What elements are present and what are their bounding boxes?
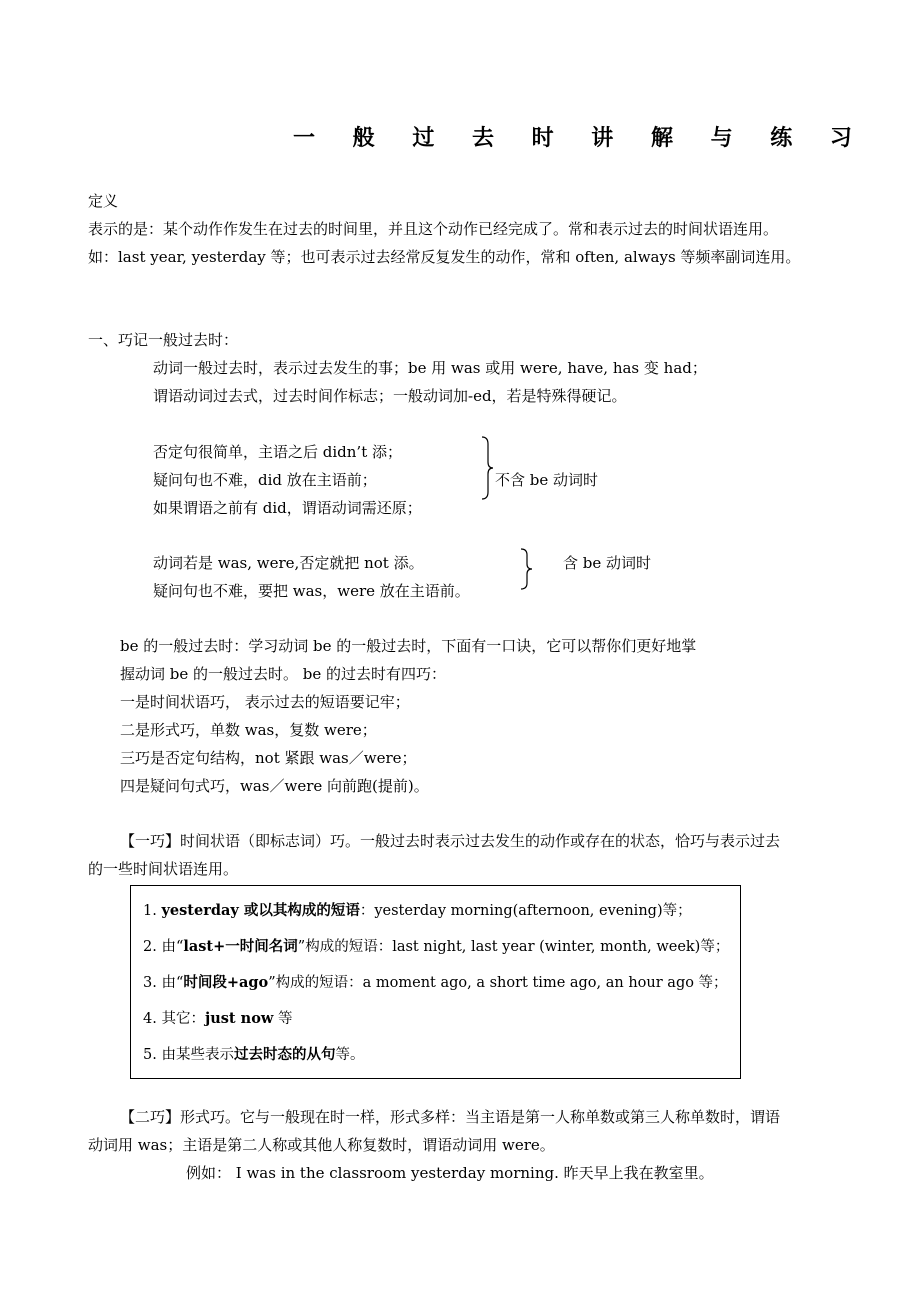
be-tip-3: 三巧是否定句结构，not 紧跟 was／were； [120,749,417,767]
negative-rule: 否定句很简单，主语之后 didn’t 添； [153,443,402,461]
brace-2-label: 含 be 动词时 [563,554,652,572]
rhyme-line-1: 动词一般过去时，表示过去发生的事；be 用 was 或用 were, have, has 变 had； [153,359,707,377]
be-negative-rule: 动词若是 was, were,否定就把 not 添。 [153,554,424,572]
brace-1-label: 不含 be 动词时 [495,471,599,489]
page-title: 一 般 过 去 时 讲 解 与 练 习 [293,125,867,151]
box-item-3: 3. 由“时间段+ago”构成的短语：a moment ago, a short time ago, an hour ago 等； [143,974,728,991]
box-item-2: 2. 由“last+一时间名词”构成的短语：last night, last year (winter, month, week)等； [143,938,730,955]
be-question-rule: 疑问句也不难，要把 was，were 放在主语前。 [153,582,470,600]
box-item-4: 4. 其它：just now 等 [143,1010,293,1027]
definition-line-2: 如：last year, yesterday 等；也可表示过去经常反复发生的动作，常和 often, always 等频率副词连用。 [88,248,801,266]
tip-two-example: 例如： I was in the classroom yesterday morning. 昨天早上我在教室里。 [186,1164,714,1182]
tip-two-line-2: 动词用 was；主语是第二人称或其他人称复数时，谓语动词用 were。 [88,1136,555,1154]
time-markers-box [130,885,741,1079]
definition-line-1: 表示的是：某个动作作发生在过去的时间里，并且这个动作已经完成了。常和表示过去的时间状语连用。 [88,220,779,238]
definition-heading: 定义 [88,192,119,210]
tip-two-line-1: 【二巧】形式巧。它与一般现在时一样，形式多样：当主语是第一人称单数或第三人称单数时，谓语 [120,1108,781,1126]
box-item-1: 1. yesterday 或以其构成的短语：yesterday morning(afternoon, evening)等； [143,902,692,919]
be-tip-4: 四是疑问句式巧，was／were 向前跑(提前)。 [120,777,429,795]
question-rule: 疑问句也不难，did 放在主语前； [153,471,377,489]
tip-one-line-1: 【一巧】时间状语（即标志词）巧。一般过去时表示过去发生的动作或存在的状态，恰巧与表示过去 [120,832,781,850]
curly-brace-2 [519,548,533,590]
be-tip-2: 二是形式巧，单数 was，复数 were； [120,721,377,739]
did-rule: 如果谓语之前有 did，谓语动词需还原； [153,499,422,517]
box-item-5: 5. 由某些表示过去时态的从句等。 [143,1046,365,1063]
be-intro-line-1: be 的一般过去时：学习动词 be 的一般过去时，下面有一口诀，它可以帮你们更好地掌 [120,637,697,655]
be-intro-line-2: 握动词 be 的一般过去时。 be 的过去时有四巧： [120,665,447,683]
curly-brace-1 [480,436,494,500]
rhyme-line-2: 谓语动词过去式，过去时间作标志；一般动词加-ed，若是特殊得硬记。 [153,387,627,405]
tip-one-line-2: 的一些时间状语连用。 [88,860,239,878]
be-tip-1: 一是时间状语巧， 表示过去的短语要记牢； [120,693,410,711]
section-1-heading: 一、巧记一般过去时： [88,331,239,349]
